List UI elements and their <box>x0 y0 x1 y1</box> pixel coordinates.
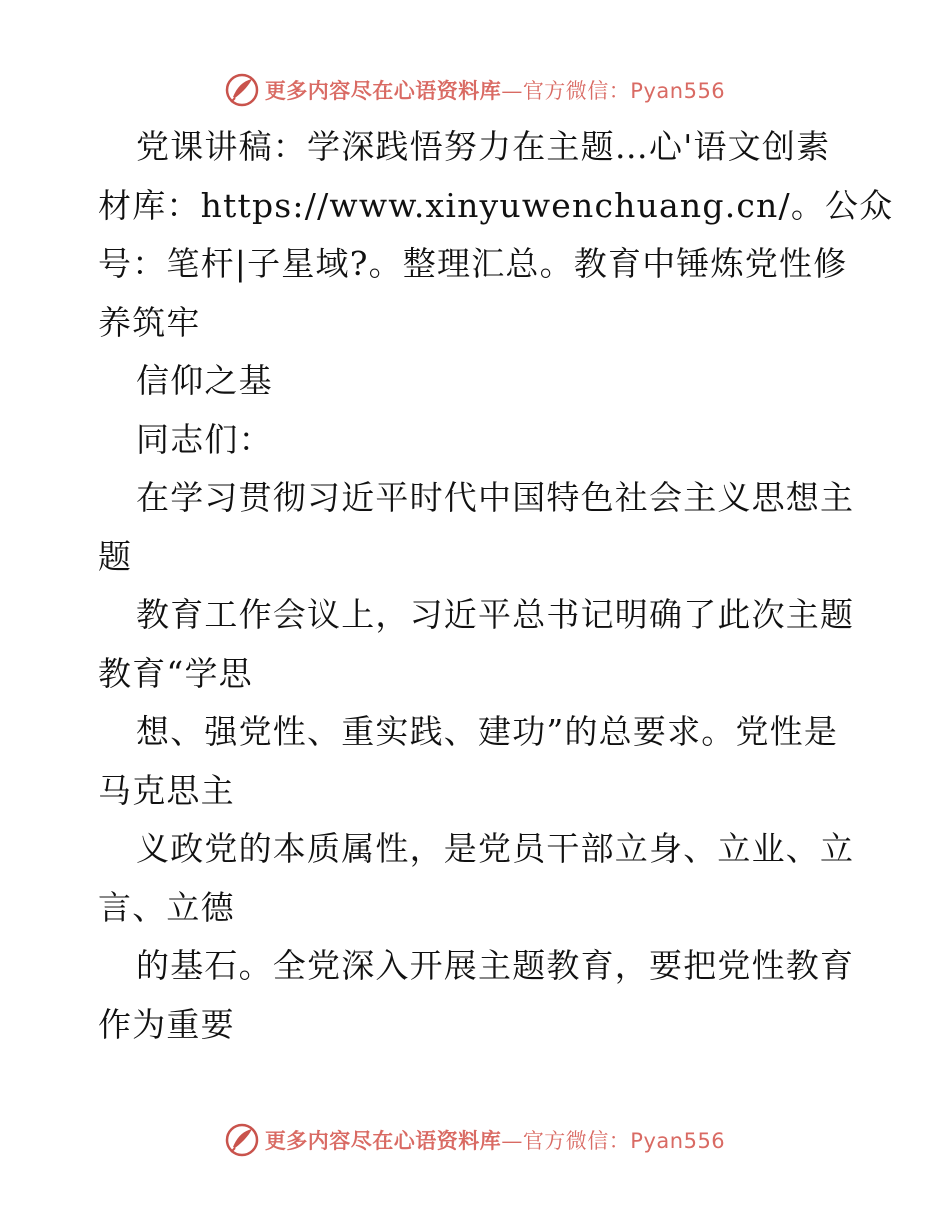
body-line: 的基石。全党深入开展主题教育，要把党性教育 <box>136 946 855 985</box>
banner-title: 更多内容尽在心语资料库 <box>264 78 502 103</box>
quill-logo-icon <box>225 73 259 107</box>
document-body <box>98 118 894 1054</box>
banner-text <box>265 1125 725 1155</box>
banner-wechat: 官方微信：Pyan556 <box>522 1129 726 1153</box>
body-line: 义政党的本质属性，是党员干部立身、立业、立 <box>136 829 855 868</box>
body-line: 作为重要 <box>98 1004 235 1044</box>
banner-separator: — <box>501 79 523 103</box>
body-line: 材库：https://www.xinyuwenchuang.cn/。公众 <box>98 185 894 225</box>
footer-banner <box>0 1120 950 1160</box>
body-line: 题 <box>98 536 133 576</box>
body-line: 同志们： <box>136 419 273 459</box>
banner-text <box>265 75 725 105</box>
body-line: 教育“学思 <box>98 653 253 693</box>
body-line: 言、立德 <box>98 887 235 927</box>
banner-title: 更多内容尽在心语资料库 <box>264 1128 502 1153</box>
body-line: 想、强党性、重实践、建功”的总要求。党性是 <box>136 712 839 751</box>
body-line: 教育工作会议上，习近平总书记明确了此次主题 <box>136 595 855 634</box>
body-line: 马克思主 <box>98 770 235 810</box>
body-line: 党课讲稿：学深践悟努力在主题…心'语文创素 <box>136 127 831 166</box>
body-line: 号：笔杆|子星域?。整理汇总。教育中锤炼党性修 <box>98 244 848 283</box>
body-line: 信仰之基 <box>136 361 273 400</box>
body-line: 养筑牢 <box>98 302 201 342</box>
header-banner <box>0 70 950 110</box>
banner-wechat: 官方微信：Pyan556 <box>522 79 726 103</box>
quill-logo-icon <box>225 1123 259 1157</box>
banner-separator: — <box>501 1129 523 1153</box>
body-line: 在学习贯彻习近平时代中国特色社会主义思想主 <box>136 478 855 517</box>
